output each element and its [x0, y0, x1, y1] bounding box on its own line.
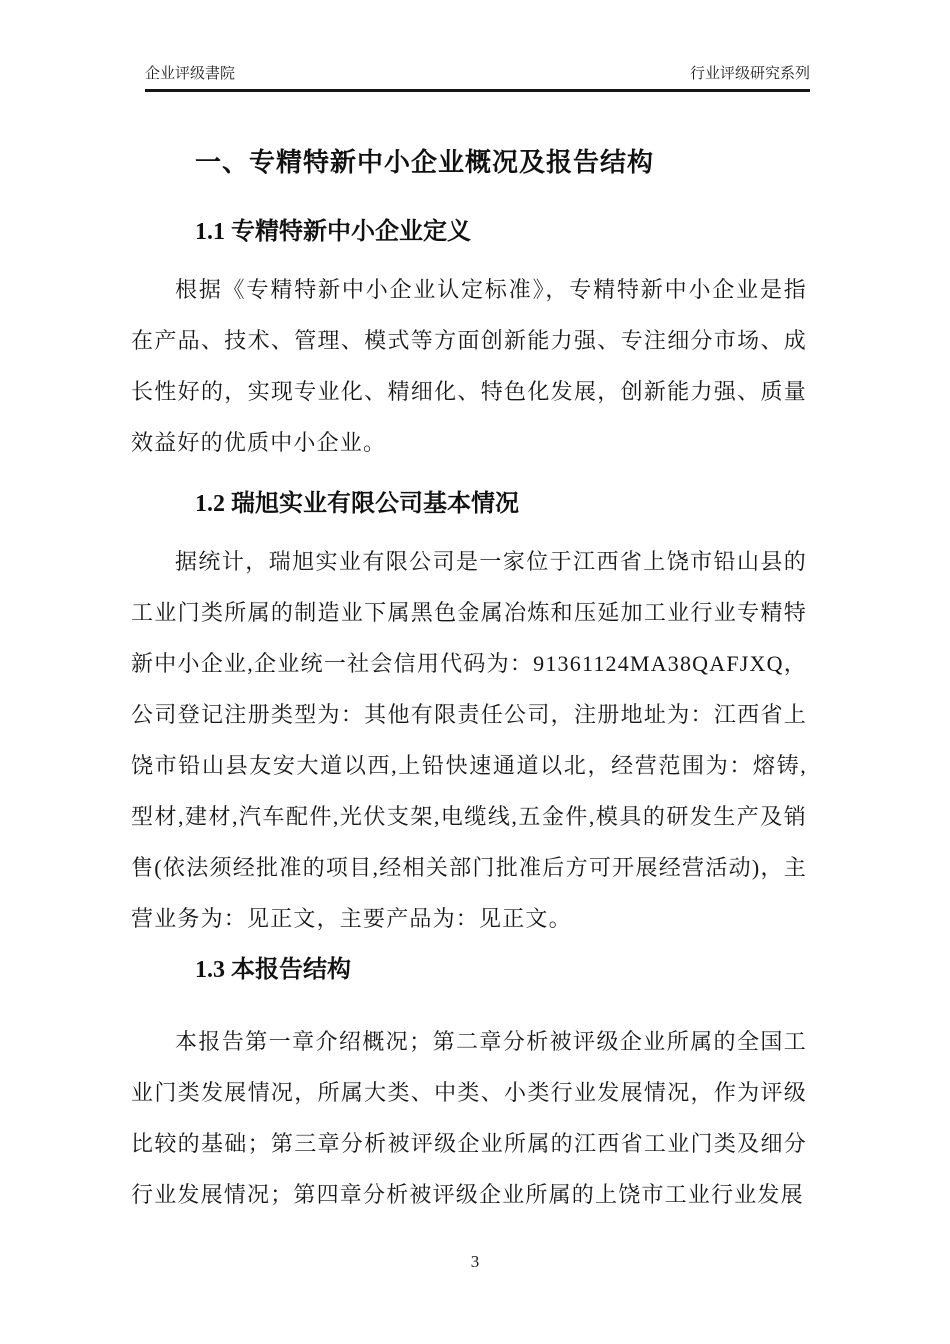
section-paragraph-1-3: 本报告第一章介绍概况；第二章分析被评级企业所属的全国工业门类发展情况，所属大类、中类、小类行业发展情况，作为评级比较的基础；第三章分析被评级企业所属的江西省工业门类及细分行业发展情况；第四章分析被评级企业所属的上饶市工业行业发展: [131, 1029, 807, 1207]
section-heading-1-1: 1.1 专精特新中小企业定义: [195, 219, 471, 245]
section-heading-1-3: 1.3 本报告结构: [195, 957, 351, 983]
chapter-title: 一、专精特新中小企业概况及报告结构: [195, 148, 655, 177]
header-left-text: 企业评级書院: [145, 65, 236, 82]
section-paragraph-1-2: 据统计，瑞旭实业有限公司是一家位于江西省上饶市铅山县的工业门类所属的制造业下属黑色金属冶炼和压延加工业行业专精特新中小企业,企业统一社会信用代码为：91361124MA38QAFJXQ，公司登记注册类型为：其他有限责任公司，注册地址为：江西省上饶市铅山县友安大道以西,上铅快速通道以北，经营范围为：熔铸,型材,建材,汽车配件,光伏支架,电缆线,五金件,模具的研发生产及销售(依法须经批准的项目,经相关部门批准后方可开展经营活动)，主营业务为：见正文，主要产品为：见正文。: [131, 549, 807, 931]
document-body: [131, 144, 807, 1220]
page-number: 3: [470, 1252, 480, 1271]
page-header: [145, 0, 810, 92]
section-heading-1-2: 1.2 瑞旭实业有限公司基本情况: [195, 491, 519, 517]
section-paragraph-1-1: 根据《专精特新中小企业认定标准》，专精特新中小企业是指在产品、技术、管理、模式等方面创新能力强、专注细分市场、成长性好的，实现专业化、精细化、特色化发展，创新能力强、质量效益好的优质中小企业。: [131, 277, 807, 455]
header-right-text: 行业评级研究系列: [689, 65, 810, 82]
